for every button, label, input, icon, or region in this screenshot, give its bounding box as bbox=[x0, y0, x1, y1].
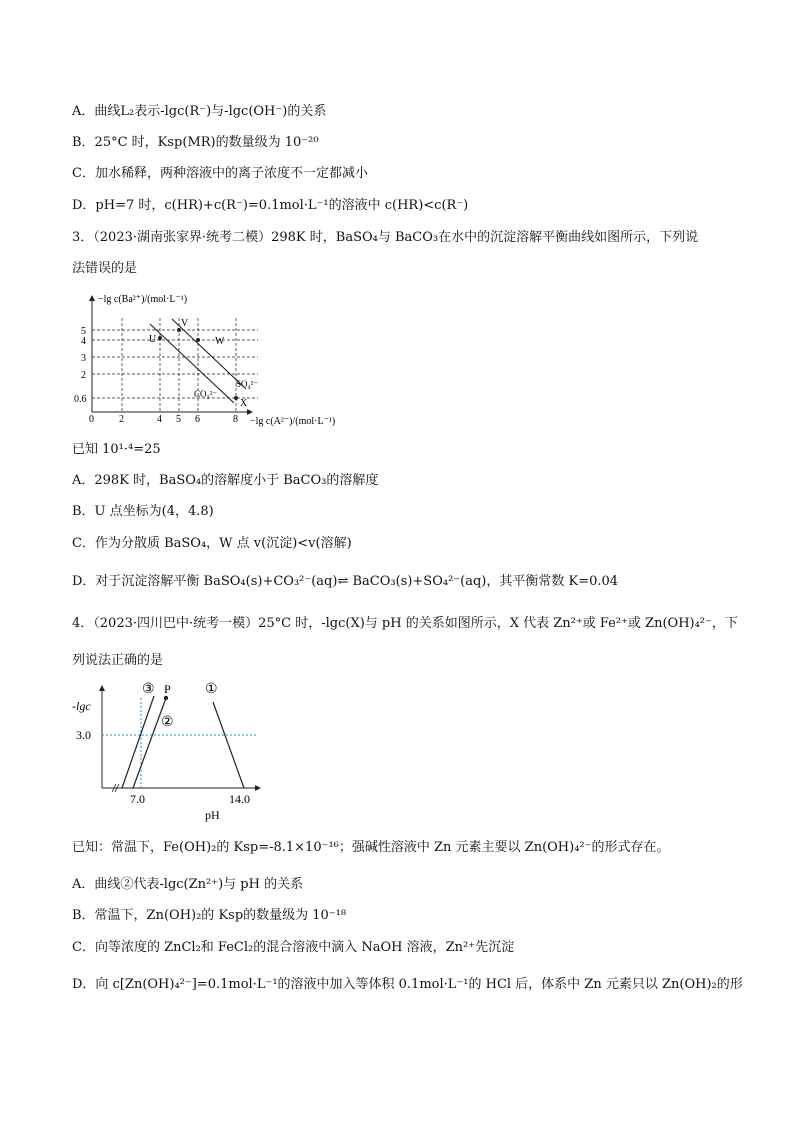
q3-xtick-0: 0 bbox=[89, 414, 94, 425]
q3-option-b: B．U 点坐标为(4，4.8) bbox=[72, 504, 214, 519]
q3-option-c: C．作为分散质 BaSO₄，W 点 v(沉淀)<v(溶解) bbox=[72, 536, 352, 551]
q4-label-curve-2: ② bbox=[161, 715, 174, 730]
q3-xtick-6: 6 bbox=[195, 414, 200, 425]
q3-label-x: X bbox=[240, 398, 248, 409]
q3-ytick-0-6: 0.6 bbox=[74, 394, 87, 405]
q3-ytick-3: 3 bbox=[81, 353, 86, 364]
q3-point-u bbox=[158, 336, 162, 340]
q4-point-p bbox=[164, 696, 168, 700]
q4-label-p: P bbox=[164, 682, 171, 696]
q4-xtick-7: 7.0 bbox=[130, 792, 145, 806]
q4-option-c: C．向等浓度的 ZnCl₂和 FeCl₂的混合溶液中滴入 NaOH 溶液，Zn²⁺先沉淀 bbox=[72, 940, 515, 955]
q3-xtick-8: 8 bbox=[233, 414, 238, 425]
q4-chart bbox=[72, 676, 272, 824]
q3-xtick-5: 5 bbox=[176, 414, 181, 425]
q3-option-d: D．对于沉淀溶解平衡 BaSO₄(s)+CO₃²⁻(aq)⇌ BaCO₃(s)+SO₄²⁻(aq)，其平衡常数 K=0.04 bbox=[72, 574, 619, 589]
q4-option-d: D．向 c[Zn(OH)₄²⁻]=0.1mol·L⁻¹的溶液中加入等体积 0.1mol·L⁻¹的 HCl 后，体系中 Zn 元素只以 Zn(OH)₂的形 bbox=[72, 977, 743, 992]
q3-label-w: W bbox=[215, 336, 225, 347]
q4-known: 已知：常温下，Fe(OH)₂的 Ksp=-8.1×10⁻¹⁶；强碱性溶液中 Zn 元素主要以 Zn(OH)₄²⁻的形式存在。 bbox=[72, 840, 670, 855]
q4-stem-line2: 列说法正确的是 bbox=[72, 653, 164, 668]
q3-label-u: U bbox=[149, 334, 157, 345]
q4-label-curve-3: ③ bbox=[142, 682, 155, 697]
q4-ytick-3: 3.0 bbox=[76, 728, 91, 742]
q3-ytick-2: 2 bbox=[81, 370, 86, 381]
q4-x-axis-label: pH bbox=[205, 808, 220, 822]
q3-chart bbox=[72, 288, 362, 428]
q3-xtick-2: 2 bbox=[119, 414, 124, 425]
q4-label-curve-1: ① bbox=[205, 682, 218, 697]
q3-stem-line1: 3．（2023·湖南张家界·统考二模）298K 时，BaSO₄与 BaCO₃在水中的沉淀溶解平衡曲线如图所示，下列说 bbox=[72, 230, 699, 245]
q4-figure bbox=[72, 676, 272, 824]
q3-label-co3: CO₃²⁻ bbox=[194, 389, 218, 399]
q4-option-a: A．曲线②代表-lgc(Zn²⁺)与 pH 的关系 bbox=[72, 877, 304, 892]
q3-label-v: V bbox=[181, 318, 189, 329]
q3-known: 已知 10¹·⁴=25 bbox=[72, 442, 161, 457]
q2-option-d: D．pH=7 时，c(HR)+c(R⁻)=0.1mol·L⁻¹的溶液中 c(HR)<c(R⁻) bbox=[72, 198, 469, 213]
q3-label-so4: SO₄²⁻ bbox=[236, 379, 259, 389]
q2-option-a: A．曲线L₂表示-lgc(R⁻)与-lgc(OH⁻)的关系 bbox=[72, 104, 327, 119]
q3-point-x bbox=[234, 396, 238, 400]
q4-xtick-14: 14.0 bbox=[229, 792, 250, 806]
q2-option-c: C．加水稀释，两种溶液中的离子浓度不一定都减小 bbox=[72, 166, 368, 181]
q3-x-axis-label: −lg c(A²⁻)/(mol·L⁻¹) bbox=[250, 416, 336, 427]
q4-stem-line1: 4．（2023·四川巴中·统考一模）25°C 时，-lgc(X)与 pH 的关系如图所示，X 代表 Zn²⁺或 Fe²⁺或 Zn(OH)₄²⁻，下 bbox=[72, 616, 738, 631]
q4-y-axis-label: -lgc bbox=[72, 699, 91, 713]
q3-option-a: A．298K 时，BaSO₄的溶解度小于 BaCO₃的溶解度 bbox=[72, 473, 379, 488]
q2-option-b: B．25°C 时，Ksp(MR)的数量级为 10⁻²⁰ bbox=[72, 135, 319, 150]
q3-figure bbox=[72, 288, 362, 428]
q3-ytick-5: 5 bbox=[81, 326, 86, 337]
q3-stem-line2: 法错误的是 bbox=[72, 261, 138, 276]
q4-option-b: B．常温下，Zn(OH)₂的 Ksp的数量级为 10⁻¹⁸ bbox=[72, 908, 347, 923]
q3-xtick-4: 4 bbox=[157, 414, 162, 425]
q3-point-w bbox=[196, 338, 200, 342]
q3-y-axis-label: −lg c(Ba²⁺)/(mol·L⁻¹) bbox=[98, 294, 188, 305]
q3-gridlines bbox=[92, 318, 258, 412]
q3-ytick-4: 4 bbox=[81, 336, 86, 347]
q4-curve-1 bbox=[213, 702, 244, 788]
q3-so4-curve bbox=[172, 319, 246, 389]
